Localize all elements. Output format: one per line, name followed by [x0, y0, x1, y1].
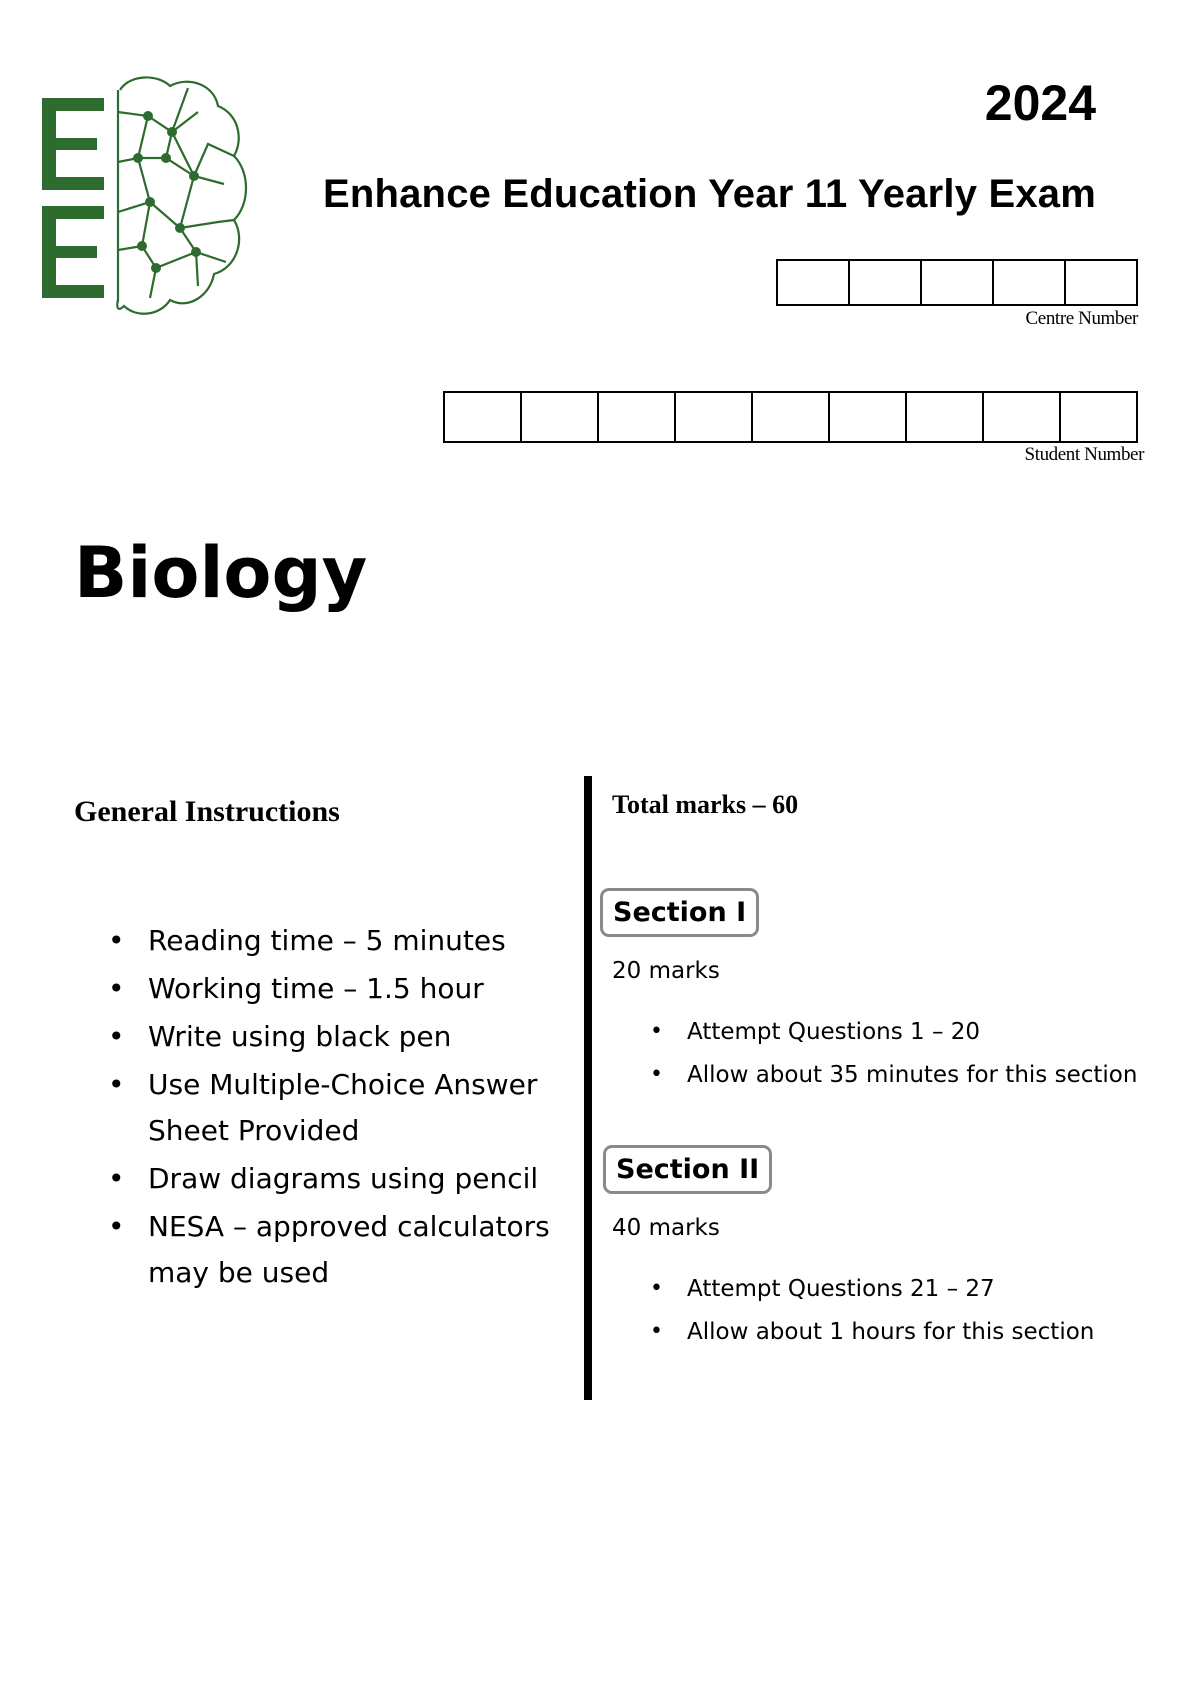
exam-year: 2024 — [984, 75, 1096, 131]
instruction-item: • Reading time – 5 minutes — [108, 918, 578, 964]
section-2-instructions — [650, 1269, 1140, 1355]
instruction-item: • Use Multiple-Choice Answer Sheet Provided — [108, 1062, 578, 1154]
section-1-instructions — [650, 1012, 1140, 1098]
centre-number-box[interactable] — [1066, 261, 1136, 304]
student-number-box[interactable] — [522, 393, 599, 441]
student-number-box[interactable] — [830, 393, 907, 441]
centre-number-box[interactable] — [922, 261, 994, 304]
student-number-box[interactable] — [599, 393, 676, 441]
instruction-item: • Write using black pen — [108, 1014, 578, 1060]
section-1-marks: 20 marks — [612, 958, 720, 984]
section-2-badge: Section II — [603, 1145, 772, 1194]
student-number-box[interactable] — [1061, 393, 1136, 441]
student-number-box[interactable] — [984, 393, 1061, 441]
centre-number-boxes[interactable] — [776, 259, 1138, 306]
section-instruction-item: • Allow about 1 hours for this section — [650, 1312, 1140, 1352]
ee-brain-network-logo-icon — [38, 72, 253, 322]
student-number-boxes[interactable] — [443, 391, 1138, 443]
general-instructions-heading: General Instructions — [74, 795, 340, 828]
exam-title: Enhance Education Year 11 Yearly Exam — [322, 172, 1096, 216]
centre-number-box[interactable] — [778, 261, 850, 304]
student-number-box[interactable] — [445, 393, 522, 441]
student-number-box[interactable] — [753, 393, 830, 441]
column-divider — [584, 776, 592, 1400]
student-number-box[interactable] — [907, 393, 984, 441]
instruction-item: • Draw diagrams using pencil — [108, 1156, 578, 1202]
student-number-box[interactable] — [676, 393, 753, 441]
centre-number-label: Centre Number — [1025, 308, 1138, 329]
section-instruction-item: • Attempt Questions 21 – 27 — [650, 1269, 1140, 1309]
section-1-badge: Section I — [600, 888, 759, 937]
section-instruction-item: • Allow about 35 minutes for this section — [650, 1055, 1140, 1095]
total-marks: Total marks – 60 — [612, 790, 799, 819]
section-instruction-item: • Attempt Questions 1 – 20 — [650, 1012, 1140, 1052]
subject-title: Biology — [74, 532, 368, 614]
instruction-item: • NESA – approved calculators may be used — [108, 1204, 578, 1296]
student-number-label: Student Number — [1024, 444, 1144, 465]
instruction-item: • Working time – 1.5 hour — [108, 966, 578, 1012]
general-instructions-list — [108, 918, 578, 1298]
centre-number-box[interactable] — [994, 261, 1066, 304]
centre-number-box[interactable] — [850, 261, 922, 304]
section-2-marks: 40 marks — [612, 1215, 720, 1241]
